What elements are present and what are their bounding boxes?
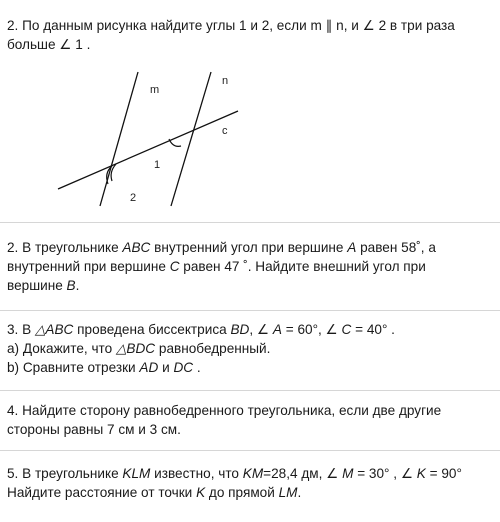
divider — [0, 450, 500, 451]
text: известно, что — [150, 466, 243, 481]
text: 3. В — [7, 322, 35, 337]
segment-ad: AD — [139, 360, 159, 375]
task-1 — [7, 16, 455, 54]
triangle-abc: △ABC — [34, 322, 74, 337]
task-2-line-1 — [7, 238, 436, 257]
text: . — [75, 278, 80, 293]
text: внутренний угол при вершине — [150, 240, 348, 255]
task-5-line-1 — [7, 464, 462, 483]
text: и — [158, 360, 174, 375]
task-4-line-1: 4. Найдите сторону равнобедренного треугольника, если две другие — [7, 403, 442, 418]
angle-c: C — [341, 322, 352, 337]
text: внутренний при вершине — [7, 259, 170, 274]
task-4-line-2: стороны равны 7 см и 3 см. — [7, 422, 181, 437]
segment-bd: BD — [230, 322, 250, 337]
vertex-c: C — [169, 259, 180, 274]
task-3 — [7, 320, 395, 377]
text: = 60°, ∠ — [281, 322, 342, 337]
text: , ∠ — [249, 322, 273, 337]
segment-km: KM — [242, 466, 264, 481]
triangle-bdc: △BDC — [115, 341, 156, 356]
text: а) Докажите, что — [7, 341, 116, 356]
text: b) Сравните отрезки — [7, 360, 140, 375]
task-2-line-3 — [7, 276, 436, 295]
text: равнобедренный. — [155, 341, 271, 356]
line-c — [58, 111, 238, 189]
text: равен 47 ˚. Найдите внешний угол при — [179, 259, 426, 274]
text: . — [297, 485, 302, 500]
task-3-line-3 — [7, 358, 395, 377]
label-n: n — [222, 75, 229, 87]
text: до прямой — [205, 485, 279, 500]
vertex-b: B — [66, 278, 76, 293]
text: Найдите расстояние от точки — [7, 485, 197, 500]
segment-dc: DC — [173, 360, 194, 375]
text: 5. В треугольнике — [7, 466, 123, 481]
vertex-a: A — [347, 240, 357, 255]
text: =28,4 дм, ∠ — [263, 466, 343, 481]
text: проведена биссектриса — [73, 322, 231, 337]
label-m: m — [150, 84, 160, 96]
text: . — [193, 360, 201, 375]
text: = 90° — [425, 466, 462, 481]
line-n — [171, 72, 211, 206]
task-2-line-2 — [7, 257, 436, 276]
text: равен 58˚, а — [356, 240, 436, 255]
parallel-lines-figure — [0, 60, 270, 220]
angle-a: A — [272, 322, 282, 337]
angle-m: M — [342, 466, 354, 481]
label-c: c — [222, 125, 228, 137]
task-3-line-2 — [7, 339, 395, 358]
line-m — [100, 72, 138, 206]
task-1-line-2: больше ∠ 1 . — [7, 37, 91, 52]
divider — [0, 390, 500, 391]
label-angle-2: 2 — [130, 192, 137, 204]
task-5-line-2 — [7, 483, 462, 502]
triangle-abc: ABC — [122, 240, 151, 255]
task-1-line-1: 2. По данным рисунка найдите углы 1 и 2, если m ∥ n, и ∠ 2 в три раза — [7, 18, 455, 33]
label-angle-1: 1 — [154, 159, 161, 171]
text: вершине — [7, 278, 67, 293]
point-k: K — [196, 485, 206, 500]
line-lm: LM — [278, 485, 298, 500]
angle-k: K — [416, 466, 426, 481]
task-2 — [7, 238, 436, 295]
task-5 — [7, 464, 462, 502]
task-3-line-1 — [7, 320, 395, 339]
text: = 40° . — [351, 322, 395, 337]
text: 2. В треугольнике — [7, 240, 123, 255]
task-4 — [7, 401, 441, 439]
divider — [0, 222, 500, 223]
text: = 30° , ∠ — [353, 466, 417, 481]
triangle-klm: KLM — [122, 466, 151, 481]
divider — [0, 310, 500, 311]
